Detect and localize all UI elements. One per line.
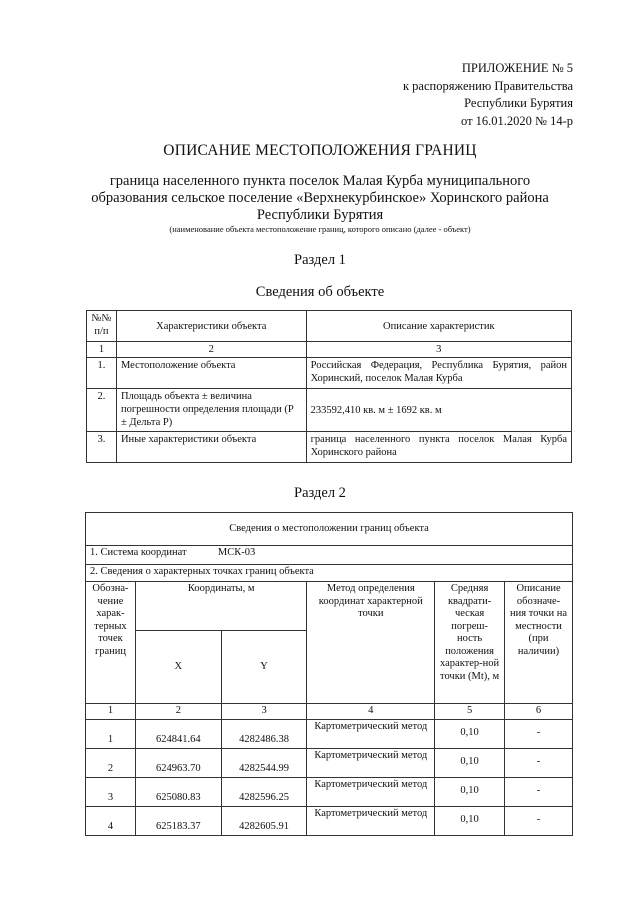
point-x: 625080.83 [135, 777, 221, 806]
header-cell: №№ п/п [87, 311, 117, 342]
point-description: - [505, 748, 573, 777]
appendix-line-2: к распоряжению Правительства [402, 78, 573, 93]
points-label-row [86, 565, 573, 582]
point-y: 4282486.38 [221, 719, 307, 748]
point-id: 1 [86, 719, 136, 748]
point-description: - [505, 777, 573, 806]
table-index-row [87, 342, 572, 358]
header-cell: Описание характеристик [306, 311, 571, 342]
point-method: Картометрический метод [307, 777, 435, 806]
appendix-line-4: от 16.01.2020 № 14-р [460, 113, 573, 128]
point-method: Картометрический метод [307, 806, 435, 835]
header-cell: Средняя квадрати-ческая погреш-ность положения характер-ной точки (Mt), м [435, 582, 505, 704]
point-accuracy: 0,10 [435, 748, 505, 777]
header-cell: Метод определения координат характерной точки [307, 582, 435, 704]
document-title: ОПИСАНИЕ МЕСТОПОЛОЖЕНИЯ ГРАНИЦ [163, 142, 477, 159]
table-cell: граница населенного пункта поселок Малая Курба Хоринского района [306, 432, 571, 463]
table-cell: Иные характеристики объекта [116, 432, 306, 463]
table-header-row [87, 311, 572, 342]
header-cell-x: X [135, 631, 221, 704]
point-x: 625183.37 [135, 806, 221, 835]
table-row [87, 389, 572, 432]
table-row [86, 748, 573, 777]
appendix-header [403, 60, 573, 130]
point-id: 2 [86, 748, 136, 777]
table-row [86, 719, 573, 748]
point-y: 4282596.25 [221, 777, 307, 806]
table-cell: Площадь объекта ± величина погрешности определения площади (Р ± Дельта Р) [116, 389, 306, 432]
index-cell: 5 [435, 704, 505, 720]
point-method: Картометрический метод [307, 719, 435, 748]
coord-system-value: МСК-03 [217, 547, 256, 558]
point-accuracy: 0,10 [435, 719, 505, 748]
table-row [87, 432, 572, 463]
coord-system-row [86, 546, 573, 565]
coord-system-cell [86, 546, 573, 565]
section-2-heading: Раздел 2 [294, 485, 346, 501]
appendix-line-1: ПРИЛОЖЕНИЕ № 5 [461, 61, 573, 75]
section-1-heading: Раздел 1 [294, 252, 346, 268]
index-cell: 3 [221, 704, 307, 720]
header-cell: Описание обозначе-ния точки на местности (при наличии) [505, 582, 573, 704]
table-header-row [86, 582, 573, 631]
index-cell: 4 [307, 704, 435, 720]
header-cell: Характеристики объекта [116, 311, 306, 342]
index-cell: 2 [135, 704, 221, 720]
point-x: 624963.70 [135, 748, 221, 777]
index-cell: 2 [116, 342, 306, 358]
table-cell: 2. [87, 389, 117, 432]
table-cell: Местоположение объекта [116, 358, 306, 389]
point-accuracy: 0,10 [435, 806, 505, 835]
point-id: 4 [86, 806, 136, 835]
object-info-table [86, 310, 572, 463]
point-accuracy: 0,10 [435, 777, 505, 806]
index-cell: 1 [87, 342, 117, 358]
point-y: 4282605.91 [221, 806, 307, 835]
coord-system-label: 1. Система координат [90, 547, 187, 558]
table-cell: 233592,410 кв. м ± 1692 кв. м [306, 389, 571, 432]
object-name-note: (наименование объекта местоположение границ, которого описано (далее - объект) [169, 224, 471, 234]
point-description: - [505, 806, 573, 835]
appendix-line-3: Республики Бурятия [464, 96, 573, 110]
table-index-row [86, 704, 573, 720]
header-cell: Координаты, м [135, 582, 307, 631]
table-cell: 1. [87, 358, 117, 389]
point-y: 4282544.99 [221, 748, 307, 777]
section-1-subheading: Сведения об объекте [255, 284, 385, 300]
header-cell: Обозна-чение харак-терных точек границ [86, 582, 136, 704]
table-cell: 3. [87, 432, 117, 463]
table-title-row [86, 513, 573, 546]
table-title: Сведения о местоположении границ объекта [86, 513, 573, 546]
boundary-points-table [85, 512, 573, 836]
table-cell: Российская Федерация, Республика Бурятия, район Хоринский, поселок Малая Курба [306, 358, 571, 389]
header-cell-y: Y [221, 631, 307, 704]
index-cell: 6 [505, 704, 573, 720]
point-id: 3 [86, 777, 136, 806]
point-description: - [505, 719, 573, 748]
table-row [86, 777, 573, 806]
points-label: 2. Сведения о характерных точках границ объекта [86, 565, 573, 582]
table-row [86, 806, 573, 835]
point-x: 624841.64 [135, 719, 221, 748]
table-row [87, 358, 572, 389]
index-cell: 3 [306, 342, 571, 358]
index-cell: 1 [86, 704, 136, 720]
object-name: граница населенного пункта поселок Малая Курба муниципального образования сельское поселение «Верхнекурбинское» Хоринского района Республики Бурятия [91, 173, 549, 223]
point-method: Картометрический метод [307, 748, 435, 777]
